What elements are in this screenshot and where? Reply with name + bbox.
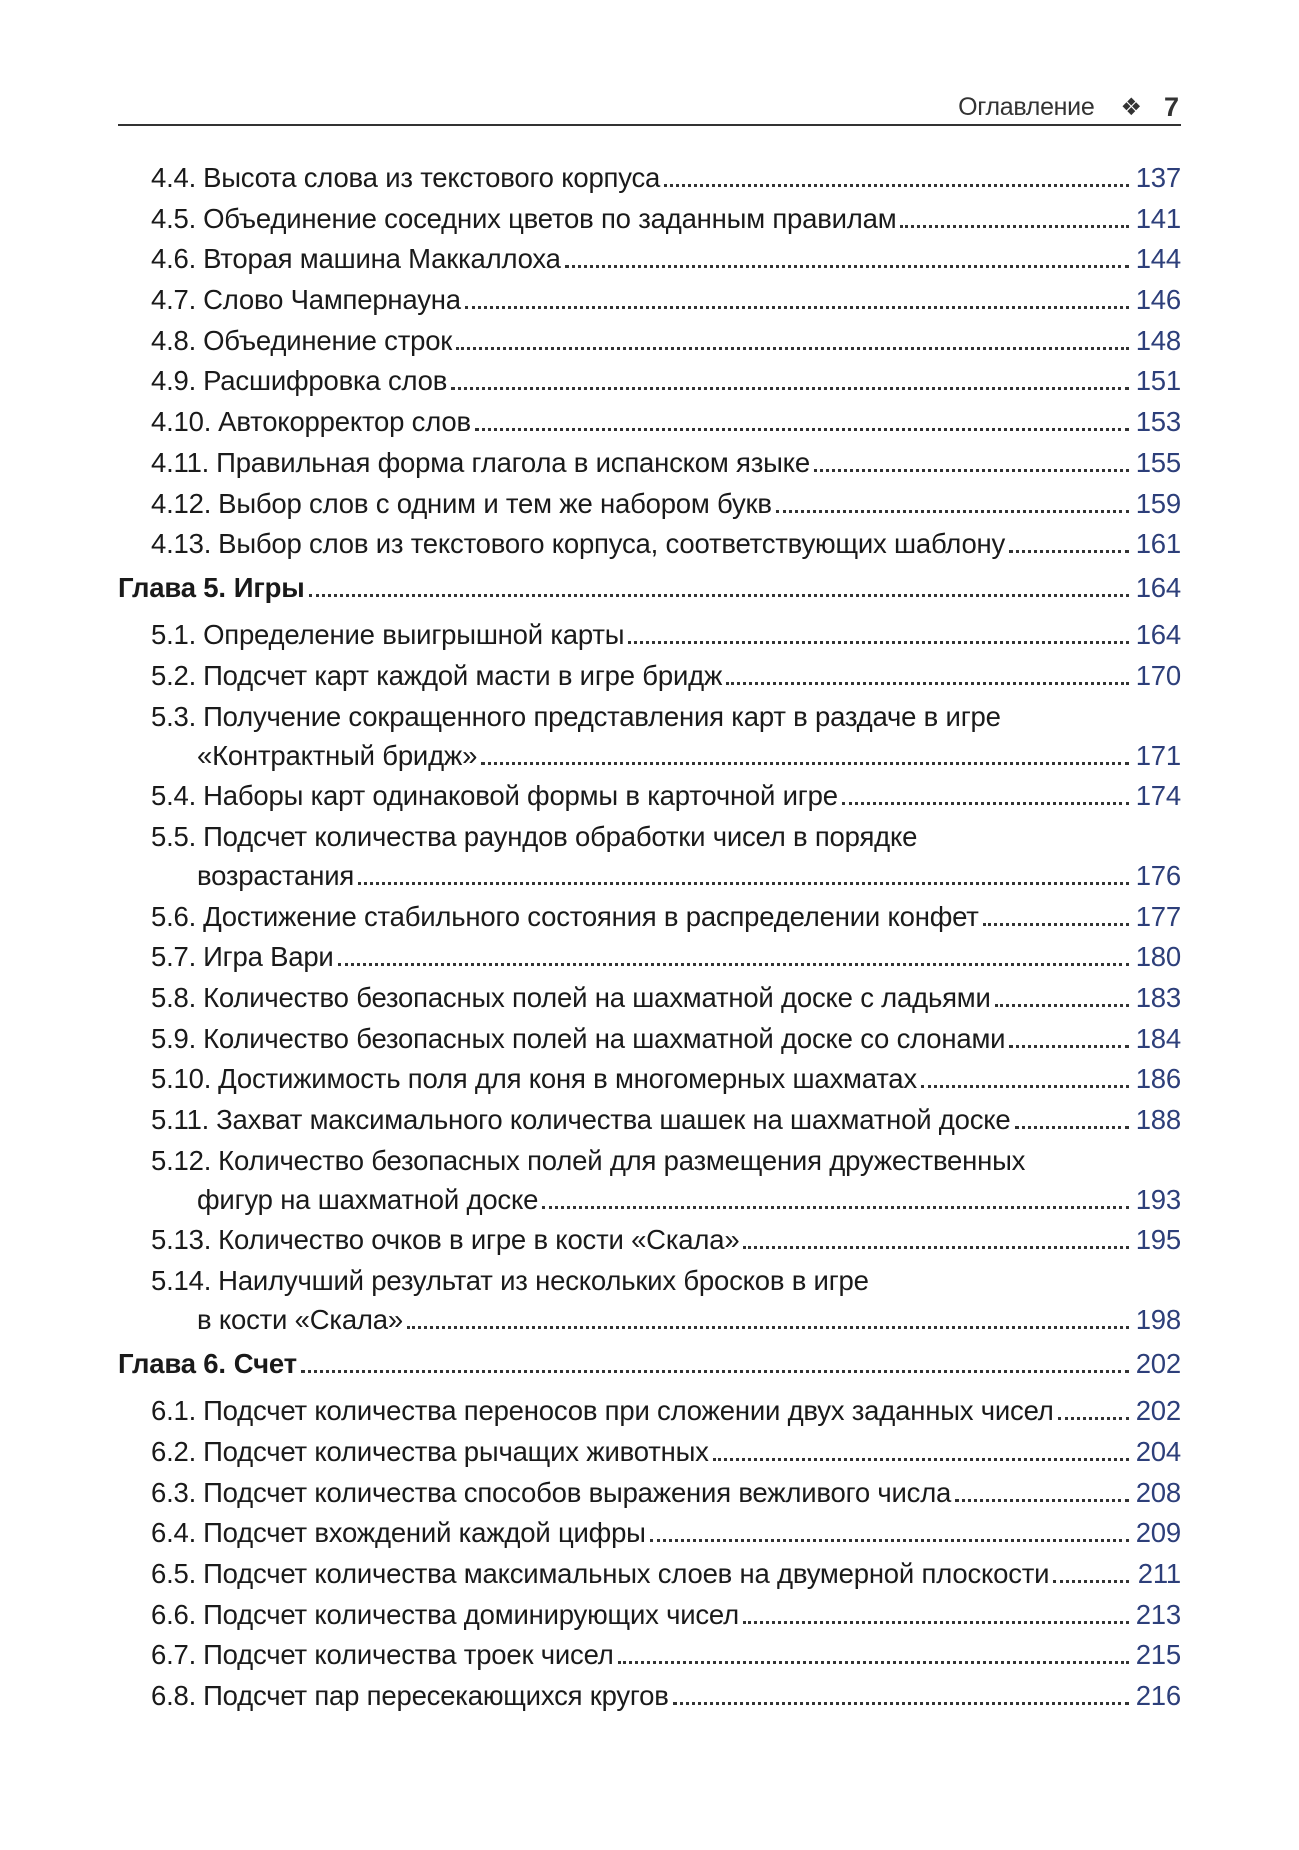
toc-entry[interactable] [118,1556,1181,1591]
dot-leader [301,1370,1129,1373]
toc-entry-number: 6.7. [151,1639,197,1671]
toc-entry-title: Подсчет пар пересекающихся кругов [203,1679,669,1711]
dot-leader [618,1661,1129,1664]
toc-chapter-number: Глава 5. [118,572,226,604]
dot-leader [407,1326,1129,1329]
toc-entry-page: 146 [1135,284,1181,316]
dot-leader [743,1246,1129,1249]
dot-leader [726,682,1129,685]
dot-leader [776,510,1129,513]
toc-entry-number: 6.5. [151,1557,197,1589]
dot-leader [842,802,1129,805]
toc-entry-number: 6.4. [151,1517,197,1549]
toc-entry-page: 183 [1135,982,1181,1013]
toc-entry-page: 211 [1137,1557,1181,1589]
toc-entry[interactable] [118,617,1181,652]
toc-entry-title: Подсчет количества раундов обработки чисел в порядке [203,820,918,852]
toc-entry-title: Количество безопасных полей на шахматной доске со слонами [203,1022,1006,1054]
dot-leader [565,265,1129,268]
toc-chapter-title: Игры [233,572,305,604]
toc-entry-title: Слово Чампернауна [203,284,461,316]
toc-entry-number: 5.9. [151,1022,197,1054]
toc-entry-title: Наилучший результат из нескольких бросков в игре [218,1265,869,1297]
toc-entry-second-line [151,1182,1181,1217]
page-number: 7 [1163,92,1179,122]
dot-leader [664,184,1129,187]
toc-entry-page: 215 [1135,1639,1181,1671]
toc-entry-number: 5.12. [151,1144,212,1176]
dot-leader [628,641,1129,644]
toc-entry-number: 6.3. [151,1476,197,1508]
toc-entry-page: 198 [1135,1304,1181,1336]
toc-entry-title: Объединение строк [203,324,453,356]
ornament-icon: ❖ [1120,94,1142,121]
toc-entry-page: 213 [1135,1598,1181,1630]
toc-entry[interactable] [118,1597,1181,1632]
toc-entry-number: 4.12. [151,487,212,519]
dot-leader [713,1458,1129,1461]
toc-entry[interactable] [118,404,1181,439]
toc-entry-page: 174 [1135,780,1181,812]
toc-entry[interactable] [118,241,1181,276]
toc-chapter-page: 202 [1135,1348,1181,1380]
toc-entry-number: 5.13. [151,1224,212,1256]
dot-leader [673,1702,1129,1705]
toc-entry-title-continuation: в кости «Скала» [197,1304,403,1336]
toc-entry[interactable] [118,778,1181,813]
toc-entry-page: 195 [1135,1224,1181,1256]
toc-entry-page: 177 [1135,900,1181,932]
toc-entry-title: Количество безопасных полей для размещения дружественных [218,1144,1026,1176]
dot-leader [338,963,1129,966]
toc-entry[interactable] [118,1434,1181,1469]
toc-entry[interactable] [118,1021,1181,1056]
toc-entry-title: Подсчет вхождений каждой цифры [203,1517,646,1549]
toc-entry[interactable] [118,486,1181,521]
toc-entry[interactable] [118,658,1181,693]
running-header [118,88,1181,126]
toc-entry-number: 4.6. [151,243,197,275]
dot-leader [465,306,1129,309]
table-of-contents [118,160,1181,1719]
toc-entry-title: Подсчет количества переносов при сложении двух заданных чисел [203,1395,1054,1427]
toc-entry-second-line [151,858,1181,893]
toc-entry-page: 186 [1135,1063,1181,1095]
dot-leader [481,762,1129,765]
running-header-content [958,92,1179,123]
toc-entry-title-continuation: фигур на шахматной доске [197,1183,539,1215]
toc-entry-number: 5.3. [151,700,197,732]
dot-leader [650,1539,1129,1542]
toc-entry-number: 6.1. [151,1395,197,1427]
toc-entry-title: Автокорректор слов [218,406,471,438]
toc-entry[interactable] [118,1515,1181,1550]
toc-entry-title: Игра Вари [203,941,334,973]
toc-entry-number: 5.10. [151,1063,212,1095]
toc-entry[interactable] [118,699,1181,773]
dot-leader [1009,1045,1129,1048]
toc-entry-title: Правильная форма глагола в испанском языке [216,446,810,478]
dot-leader [743,1621,1129,1624]
toc-entry-page: 180 [1135,941,1181,973]
toc-entry-number: 4.5. [151,202,197,234]
toc-entry[interactable] [118,445,1181,480]
toc-entry-title: Выбор слов с одним и тем же набором букв [218,487,772,519]
toc-entry-title: Высота слова из текстового корпуса [203,162,661,193]
dot-leader [542,1206,1129,1209]
toc-chapter-number: Глава 6. [118,1348,226,1380]
toc-entry-number: 4.10. [151,406,212,438]
toc-entry-page: 209 [1135,1517,1181,1549]
toc-entry-first-line [151,1263,1181,1298]
toc-entry-page: 188 [1135,1104,1181,1136]
toc-entry[interactable] [118,899,1181,934]
toc-entry-number: 4.7. [151,284,197,316]
dot-leader [1009,550,1129,553]
toc-entry-title: Расшифровка слов [203,365,448,397]
toc-entry-page: 208 [1135,1476,1181,1508]
dot-leader [983,923,1129,926]
toc-entry-number: 4.8. [151,324,197,356]
toc-entry-title: Подсчет количества максимальных слоев на двумерной плоскости [203,1557,1050,1589]
toc-entry[interactable] [118,1061,1181,1096]
dot-leader [1058,1417,1129,1420]
toc-entry-number: 5.5. [151,820,197,852]
toc-entry-number: 4.9. [151,365,197,397]
toc-entry-number: 4.11. [151,446,210,478]
toc-entry-first-line [151,1143,1181,1178]
toc-entry[interactable] [118,526,1181,561]
toc-entry-page: 148 [1135,324,1181,356]
toc-entry-page: 151 [1135,365,1181,397]
toc-entry-number: 5.4. [151,780,197,812]
dot-leader [358,882,1129,885]
dot-leader [456,347,1129,350]
toc-entry-number: 6.8. [151,1679,197,1711]
toc-entry-title: Наборы карт одинаковой формы в карточной игре [203,780,838,812]
toc-entry-page: 170 [1135,659,1181,691]
toc-entry-page: 137 [1135,162,1181,193]
toc-entry[interactable] [118,1475,1181,1510]
toc-entry-number: 6.2. [151,1435,197,1467]
toc-entry[interactable] [118,1678,1181,1713]
toc-entry[interactable] [118,1637,1181,1672]
toc-entry-second-line [151,1302,1181,1337]
dot-leader [900,225,1129,228]
toc-entry-first-line [151,699,1181,734]
toc-entry[interactable] [118,1102,1181,1137]
toc-chapter-title: Счет [233,1348,297,1380]
toc-entry[interactable] [118,1393,1181,1428]
toc-entry[interactable] [118,1263,1181,1337]
dot-leader [451,387,1129,390]
toc-entry-number: 5.7. [151,941,197,973]
toc-entry-title: Выбор слов из текстового корпуса, соответствующих шаблону [218,528,1006,560]
toc-entry-title: Подсчет количества способов выражения вежливого числа [203,1476,952,1508]
toc-entry-number: 6.6. [151,1598,197,1630]
toc-entry-page: 161 [1135,528,1181,560]
toc-entry[interactable] [118,819,1181,893]
toc-entry-number: 5.8. [151,982,197,1013]
toc-chapter[interactable] [118,570,1181,605]
toc-entry-title: Объединение соседних цветов по заданным правилам [203,202,897,234]
dot-leader [955,1499,1129,1502]
toc-entry[interactable] [118,160,1181,195]
toc-entry[interactable] [118,282,1181,317]
toc-entry-number: 5.11. [151,1104,210,1136]
toc-entry-page: 184 [1135,1022,1181,1054]
toc-entry-title: Достижимость поля для коня в многомерных шахматах [218,1063,917,1095]
toc-entry-page: 155 [1135,446,1181,478]
toc-entry-title: Захват максимального количества шашек на шахматной доске [216,1104,1011,1136]
toc-entry[interactable] [118,939,1181,974]
toc-entry-title-continuation: возрастания [197,859,355,891]
toc-entry-number: 5.14. [151,1265,212,1297]
dot-leader [1015,1126,1129,1129]
toc-entry-number: 4.13. [151,528,212,560]
toc-entry-page: 216 [1135,1679,1181,1711]
toc-entry-title: Подсчет количества доминирующих чисел [203,1598,739,1630]
toc-chapter[interactable] [118,1346,1181,1381]
dot-leader [995,1004,1129,1007]
toc-entry-title: Получение сокращенного представления карт в раздаче в игре [203,700,1001,732]
toc-entry-number: 5.6. [151,900,197,932]
toc-entry[interactable] [118,1222,1181,1257]
toc-entry[interactable] [118,1143,1181,1217]
toc-entry-number: 5.2. [151,659,197,691]
toc-entry-page: 193 [1135,1183,1181,1215]
toc-entry[interactable] [118,980,1181,1015]
toc-entry-title: Подсчет карт каждой масти в игре бридж [203,659,723,691]
dot-leader [309,594,1130,597]
toc-entry-second-line [151,738,1181,773]
toc-entry[interactable] [118,323,1181,358]
dot-leader [814,469,1129,472]
toc-entry-page: 153 [1135,406,1181,438]
toc-entry-title: Подсчет количества троек чисел [203,1639,614,1671]
toc-entry[interactable] [118,201,1181,236]
toc-entry-first-line [151,819,1181,854]
toc-entry-title: Вторая машина Маккаллоха [203,243,561,275]
toc-entry-number: 4.4. [151,162,197,193]
toc-chapter-page: 164 [1135,572,1181,604]
toc-entry[interactable] [118,363,1181,398]
running-header-title: Оглавление [958,93,1095,121]
toc-entry-number: 5.1. [151,619,197,651]
toc-entry-title: Количество очков в игре в кости «Скала» [218,1224,740,1256]
dot-leader [475,428,1129,431]
toc-entry-page: 204 [1135,1435,1181,1467]
toc-entry-title-continuation: «Контрактный бридж» [197,739,478,771]
dot-leader [1053,1580,1129,1583]
toc-entry-title: Определение выигрышной карты [203,619,625,651]
toc-entry-page: 159 [1135,487,1181,519]
dot-leader [921,1085,1129,1088]
toc-entry-page: 141 [1135,202,1181,234]
toc-entry-page: 144 [1135,243,1181,275]
toc-entry-title: Количество безопасных полей на шахматной доске с ладьями [203,982,991,1013]
toc-entry-page: 164 [1135,619,1181,651]
toc-entry-title: Подсчет количества рычащих животных [203,1435,709,1467]
toc-entry-page: 202 [1135,1395,1181,1427]
toc-entry-page: 171 [1135,739,1181,771]
toc-entry-page: 176 [1135,859,1181,891]
toc-entry-title: Достижение стабильного состояния в распределении конфет [203,900,979,932]
